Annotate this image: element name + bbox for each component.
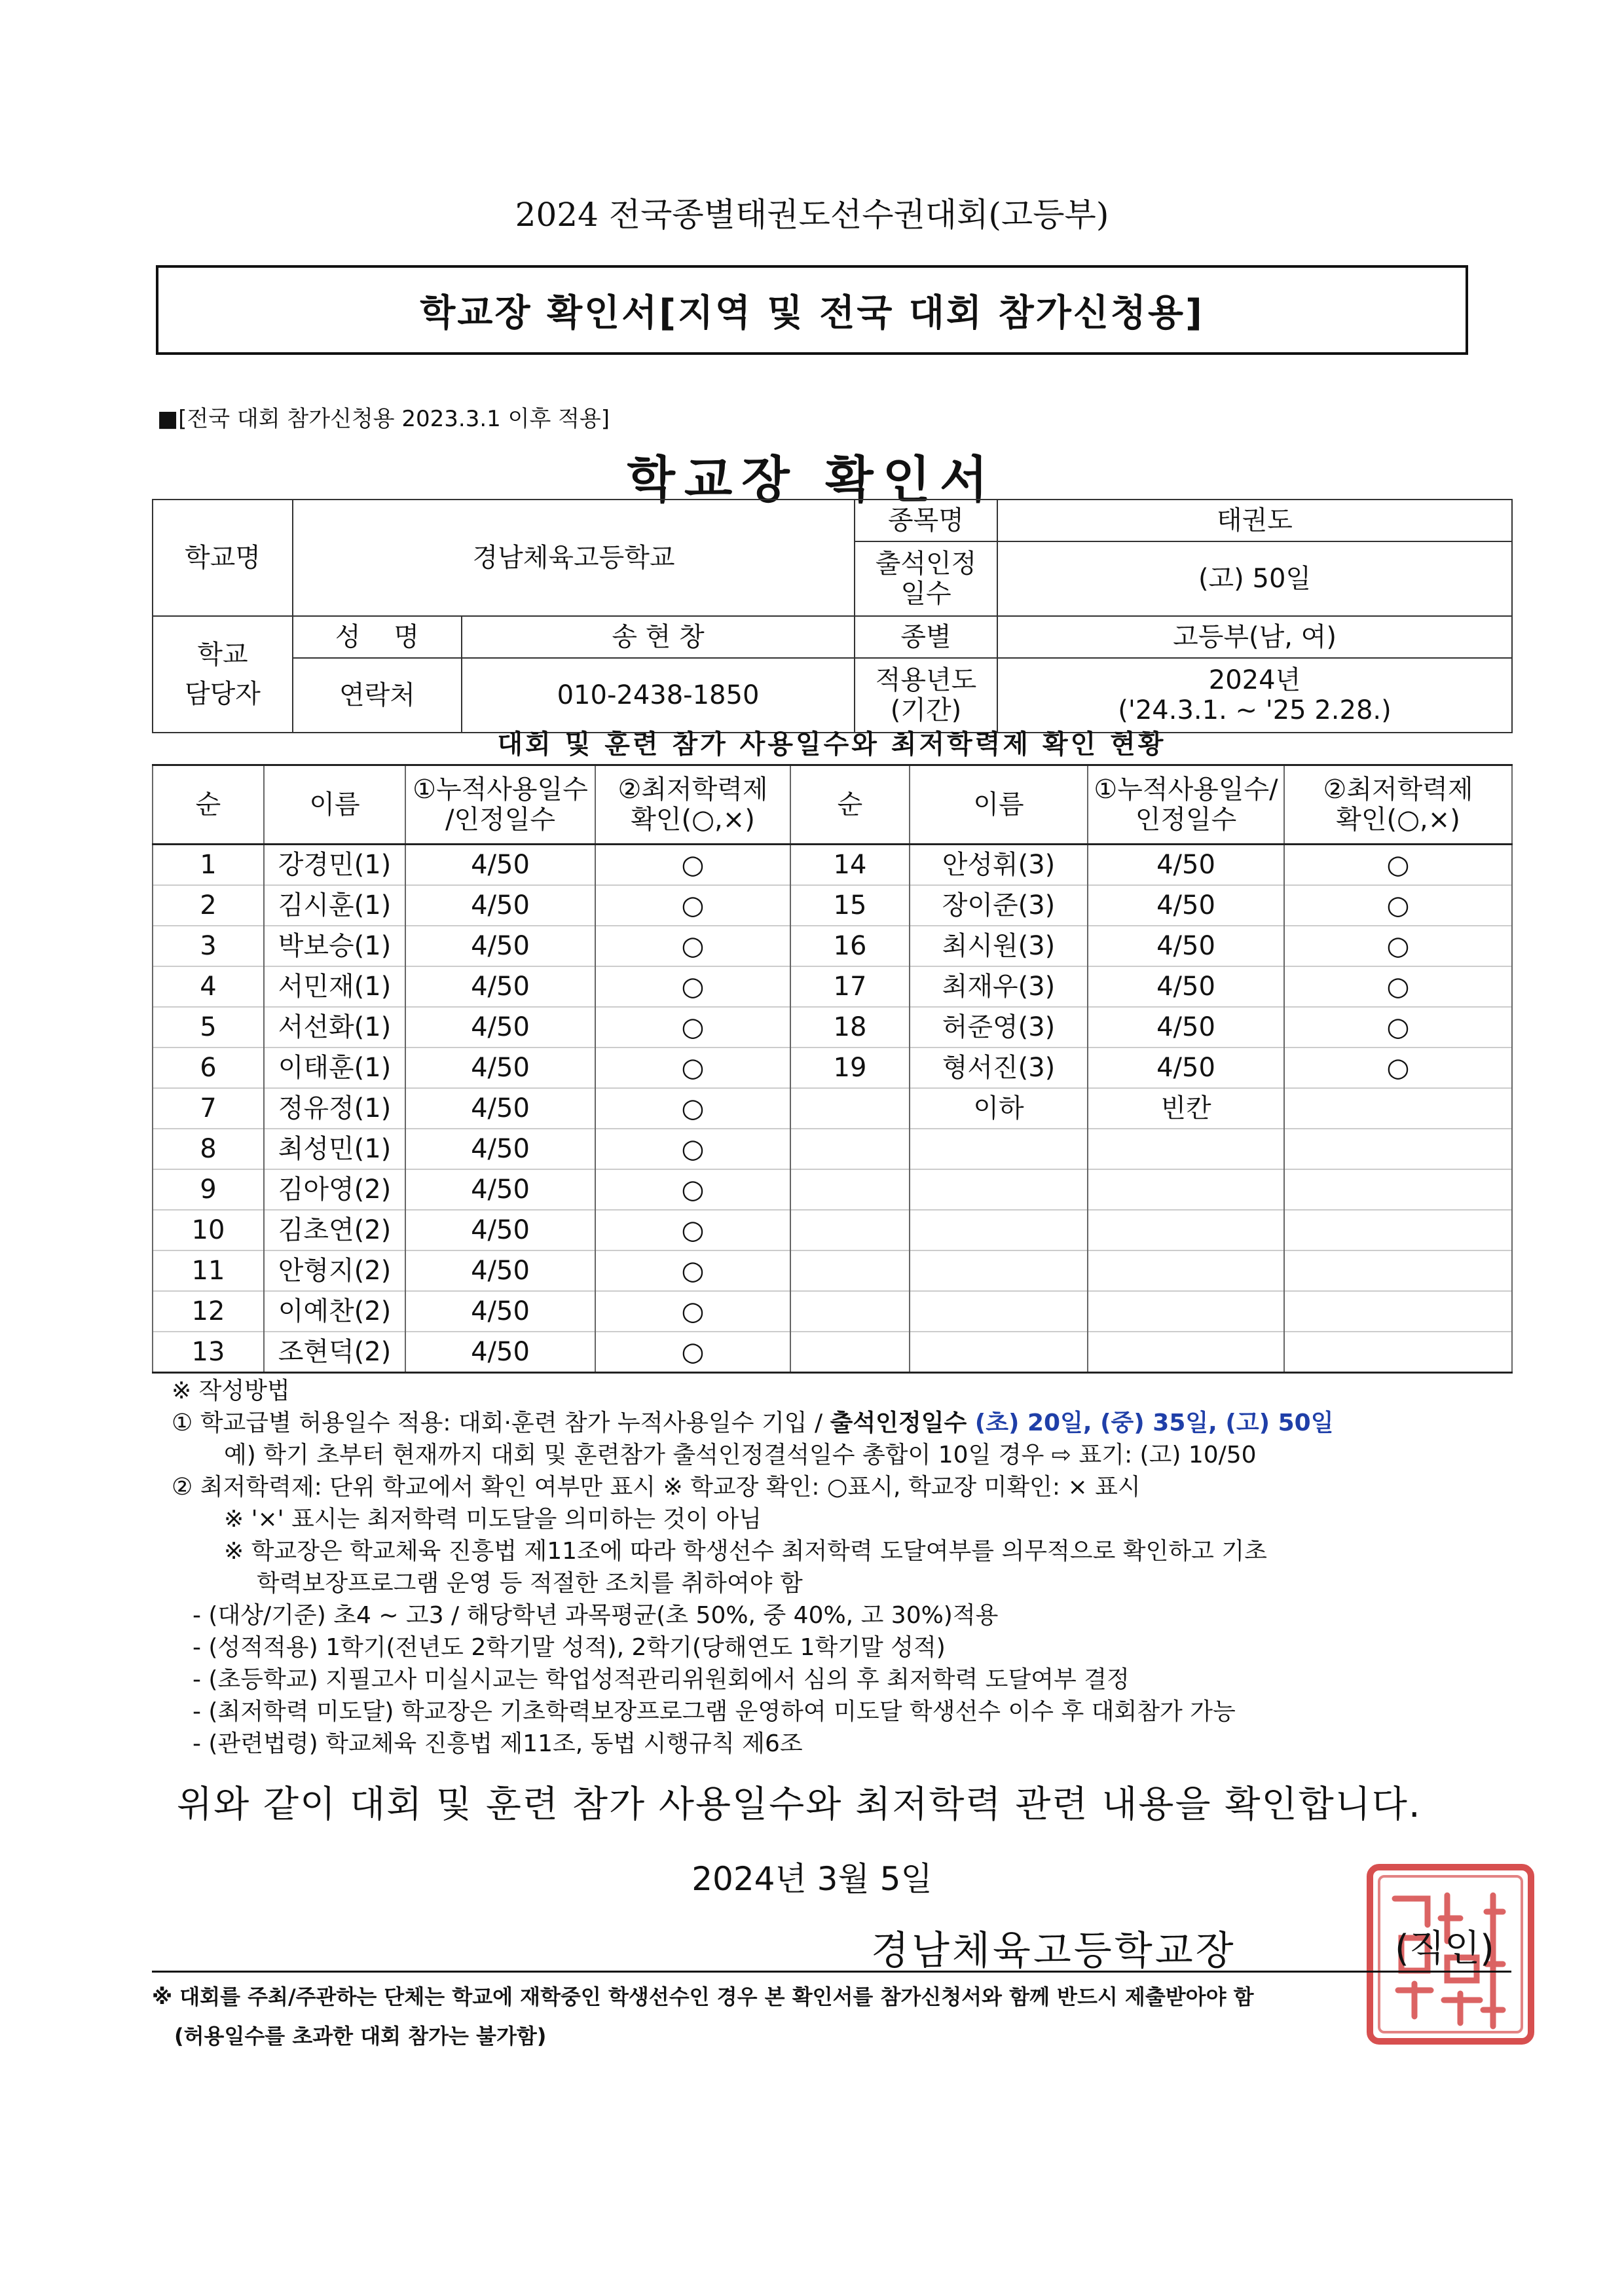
right-name-cell (910, 1169, 1088, 1210)
right-num-cell (790, 1088, 910, 1129)
event-title: 2024 전국종별태권도선수권대회(고등부) (515, 196, 1109, 234)
left-name-cell: 서민재(1) (264, 966, 405, 1007)
attend-label: 출석인정 일수 (855, 541, 997, 616)
right-check-cell (1284, 1169, 1512, 1210)
method-line: - (관련법령) 학교체육 진흥법 제11조, 동법 시행규칙 제6조 (193, 1730, 803, 1757)
method-line: ② 최저학력제: 단위 학교에서 확인 여부만 표시 ※ 학교장 확인: ○표시, 학교장 미확인: × 표시 (172, 1474, 1141, 1501)
footer-divider (152, 1971, 1511, 1973)
right-name-cell (910, 1210, 1088, 1250)
right-days-cell (1088, 1169, 1284, 1210)
year-label: 적용년도 (기간) (855, 658, 997, 733)
right-check-cell: ○ (1284, 926, 1512, 966)
header-name-2: 이름 (910, 765, 1088, 845)
left-days-cell: 4/50 (405, 1291, 595, 1332)
method-line: - (최저학력 미도달) 학교장은 기초학력보장프로그램 운영하여 미도달 학생선수 이수 후 대회참가 가능 (193, 1698, 1236, 1725)
left-days-cell: 4/50 (405, 926, 595, 966)
right-days-cell (1088, 1291, 1284, 1332)
table-row (153, 1129, 1512, 1169)
header-check-2: ②최저학력제 확인(○,×) (1284, 765, 1512, 845)
right-name-cell (910, 1250, 1088, 1291)
document-title-box (156, 265, 1468, 355)
roster-title: 대회 및 훈련 참가 사용일수와 최저학력제 확인 현황 (497, 729, 1166, 759)
right-num-cell (790, 1291, 910, 1332)
left-num-cell: 2 (153, 885, 264, 926)
right-days-cell: 빈칸 (1088, 1088, 1284, 1129)
table-row (153, 1007, 1512, 1048)
left-check-cell: ○ (595, 1048, 790, 1088)
left-days-cell: 4/50 (405, 885, 595, 926)
school-info-table (152, 499, 1513, 733)
left-name-cell: 박보승(1) (264, 926, 405, 966)
right-name-cell: 최시원(3) (910, 926, 1088, 966)
right-num-cell (790, 1210, 910, 1250)
name-label: 성 명 (293, 616, 462, 658)
table-row (153, 1088, 1512, 1129)
left-num-cell: 13 (153, 1332, 264, 1373)
method-line: ※ 학교장은 학교체육 진흥법 제11조에 따라 학생선수 최저학력 도달여부를 의무적으로 확인하고 기초 (224, 1538, 1267, 1565)
roster-table (152, 764, 1513, 1374)
right-check-cell: ○ (1284, 966, 1512, 1007)
school-value: 경남체육고등학교 (293, 500, 855, 616)
right-days-cell: 4/50 (1088, 845, 1284, 886)
manager-label: 학교 담당자 (153, 616, 293, 733)
writing-method (172, 1375, 1547, 1760)
apply-note: ■[전국 대회 참가신청용 2023.3.1 이후 적용] (157, 406, 610, 432)
right-check-cell (1284, 1332, 1512, 1373)
right-num-cell (790, 1169, 910, 1210)
attend-value: (고) 50일 (997, 541, 1512, 616)
left-check-cell: ○ (595, 885, 790, 926)
sport-value: 태권도 (997, 500, 1512, 541)
right-check-cell (1284, 1129, 1512, 1169)
right-days-cell: 4/50 (1088, 966, 1284, 1007)
left-num-cell: 9 (153, 1169, 264, 1210)
right-num-cell (790, 1129, 910, 1169)
left-num-cell: 10 (153, 1210, 264, 1250)
left-name-cell: 김초연(2) (264, 1210, 405, 1250)
left-num-cell: 4 (153, 966, 264, 1007)
principal-name: 경남체육고등학교장 (871, 1928, 1236, 1974)
table-row (153, 1048, 1512, 1088)
header-num-2: 순 (790, 765, 910, 845)
right-check-cell (1284, 1088, 1512, 1129)
right-name-cell (910, 1129, 1088, 1169)
right-days-cell: 4/50 (1088, 1007, 1284, 1048)
left-check-cell: ○ (595, 926, 790, 966)
footer-note (152, 1977, 1254, 2056)
left-days-cell: 4/50 (405, 1088, 595, 1129)
form-title: 학교장 확인서 (627, 450, 997, 509)
header-days: ①누적사용일수 /인정일수 (405, 765, 595, 845)
left-days-cell: 4/50 (405, 1332, 595, 1373)
right-num-cell: 14 (790, 845, 910, 886)
right-days-cell: 4/50 (1088, 885, 1284, 926)
table-row (153, 926, 1512, 966)
left-days-cell: 4/50 (405, 1210, 595, 1250)
left-name-cell: 이예찬(2) (264, 1291, 405, 1332)
right-check-cell: ○ (1284, 885, 1512, 926)
header-name: 이름 (264, 765, 405, 845)
left-num-cell: 8 (153, 1129, 264, 1169)
right-num-cell: 15 (790, 885, 910, 926)
method-line: ※ '×' 표시는 최저학력 미도달을 의미하는 것이 아님 (224, 1506, 762, 1533)
category-label: 종별 (855, 616, 997, 658)
left-num-cell: 6 (153, 1048, 264, 1088)
right-check-cell (1284, 1250, 1512, 1291)
header-num: 순 (153, 765, 264, 845)
right-check-cell (1284, 1210, 1512, 1250)
method-heading: ※ 작성방법 (172, 1377, 290, 1404)
left-days-cell: 4/50 (405, 1007, 595, 1048)
right-days-cell (1088, 1332, 1284, 1373)
left-name-cell: 조현덕(2) (264, 1332, 405, 1373)
document-title: 학교장 확인서[지역 및 전국 대회 참가신청용] (420, 291, 1204, 335)
right-name-cell (910, 1332, 1088, 1373)
left-check-cell: ○ (595, 1169, 790, 1210)
left-name-cell: 정유정(1) (264, 1088, 405, 1129)
table-row (153, 966, 1512, 1007)
footer-line: (허용일수를 초과한 대회 참가는 불가함) (174, 2024, 547, 2049)
right-check-cell (1284, 1291, 1512, 1332)
left-num-cell: 5 (153, 1007, 264, 1048)
left-days-cell: 4/50 (405, 966, 595, 1007)
left-num-cell: 7 (153, 1088, 264, 1129)
method-line: - (성적적용) 1학기(전년도 2학기말 성적), 2학기(당해연도 1학기말 성적) (193, 1634, 946, 1661)
left-check-cell: ○ (595, 1210, 790, 1250)
right-name-cell: 허준영(3) (910, 1007, 1088, 1048)
right-check-cell: ○ (1284, 1048, 1512, 1088)
contact-value: 010-2438-1850 (462, 658, 855, 733)
method-line: ① 학교급별 허용일수 적용: 대회·훈련 참가 누적사용일수 기입 / 출석인정일수 (초) 20일, (중) 35일, (고) 50일 (172, 1410, 1334, 1436)
table-row (153, 885, 1512, 926)
left-days-cell: 4/50 (405, 1129, 595, 1169)
left-num-cell: 1 (153, 845, 264, 886)
left-check-cell: ○ (595, 1250, 790, 1291)
school-label: 학교명 (153, 500, 293, 616)
category-value: 고등부(남, 여) (997, 616, 1512, 658)
left-check-cell: ○ (595, 1007, 790, 1048)
left-num-cell: 3 (153, 926, 264, 966)
seal-label: (직인) (1395, 1927, 1494, 1970)
right-num-cell: 17 (790, 966, 910, 1007)
table-row (153, 1332, 1512, 1373)
left-name-cell: 안형지(2) (264, 1250, 405, 1291)
left-num-cell: 11 (153, 1250, 264, 1291)
name-value: 송 현 창 (462, 616, 855, 658)
date: 2024년 3월 5일 (692, 1860, 932, 1898)
right-name-cell: 최재우(3) (910, 966, 1088, 1007)
right-days-cell (1088, 1250, 1284, 1291)
right-check-cell: ○ (1284, 845, 1512, 886)
confirm-statement: 위와 같이 대회 및 훈련 참가 사용일수와 최저학력 관련 내용을 확인합니다. (177, 1783, 1422, 1826)
right-name-cell: 장이준(3) (910, 885, 1088, 926)
right-name-cell: 이하 (910, 1088, 1088, 1129)
right-num-cell: 18 (790, 1007, 910, 1048)
left-check-cell: ○ (595, 1129, 790, 1169)
table-row (153, 1210, 1512, 1250)
left-days-cell: 4/50 (405, 1169, 595, 1210)
sport-label: 종목명 (855, 500, 997, 541)
method-line: - (초등학교) 지필고사 미실시교는 학업성적관리위원회에서 심의 후 최저학력 도달여부 결정 (193, 1666, 1130, 1693)
left-name-cell: 최성민(1) (264, 1129, 405, 1169)
right-num-cell (790, 1250, 910, 1291)
right-num-cell: 16 (790, 926, 910, 966)
header-check: ②최저학력제 확인(○,×) (595, 765, 790, 845)
table-row (153, 1250, 1512, 1291)
left-name-cell: 김아영(2) (264, 1169, 405, 1210)
right-days-cell (1088, 1210, 1284, 1250)
left-check-cell: ○ (595, 1332, 790, 1373)
right-days-cell: 4/50 (1088, 926, 1284, 966)
left-days-cell: 4/50 (405, 1250, 595, 1291)
left-name-cell: 이태훈(1) (264, 1048, 405, 1088)
left-check-cell: ○ (595, 1088, 790, 1129)
left-check-cell: ○ (595, 845, 790, 886)
left-days-cell: 4/50 (405, 845, 595, 886)
method-line: - (대상/기준) 초4 ~ 고3 / 해당학년 과목평균(초 50%, 중 40%, 고 30%)적용 (193, 1602, 999, 1629)
right-check-cell: ○ (1284, 1007, 1512, 1048)
year-value: 2024년 ('24.3.1. ~ '25 2.28.) (997, 658, 1512, 733)
right-num-cell: 19 (790, 1048, 910, 1088)
left-name-cell: 강경민(1) (264, 845, 405, 886)
right-name-cell (910, 1291, 1088, 1332)
left-name-cell: 김시훈(1) (264, 885, 405, 926)
left-days-cell: 4/50 (405, 1048, 595, 1088)
header-days-2: ①누적사용일수/ 인정일수 (1088, 765, 1284, 845)
table-row (153, 1169, 1512, 1210)
table-row (153, 845, 1512, 886)
right-name-cell: 형서진(3) (910, 1048, 1088, 1088)
method-line: 예) 학기 초부터 현재까지 대회 및 훈련참가 출석인정결석일수 총합이 10일 경우 ⇨ 표기: (고) 10/50 (224, 1442, 1257, 1468)
right-days-cell (1088, 1129, 1284, 1169)
left-num-cell: 12 (153, 1291, 264, 1332)
left-check-cell: ○ (595, 966, 790, 1007)
right-days-cell: 4/50 (1088, 1048, 1284, 1088)
table-row (153, 1291, 1512, 1332)
method-line: 학력보장프로그램 운영 등 적절한 조치를 취하여야 함 (257, 1570, 803, 1597)
right-num-cell (790, 1332, 910, 1373)
contact-label: 연락처 (293, 658, 462, 733)
left-check-cell: ○ (595, 1291, 790, 1332)
right-name-cell: 안성휘(3) (910, 845, 1088, 886)
footer-line: ※ 대회를 주최/주관하는 단체는 학교에 재학중인 학생선수인 경우 본 확인서를 참가신청서와 함께 반드시 제출받아야 함 (152, 1984, 1254, 2009)
left-name-cell: 서선화(1) (264, 1007, 405, 1048)
